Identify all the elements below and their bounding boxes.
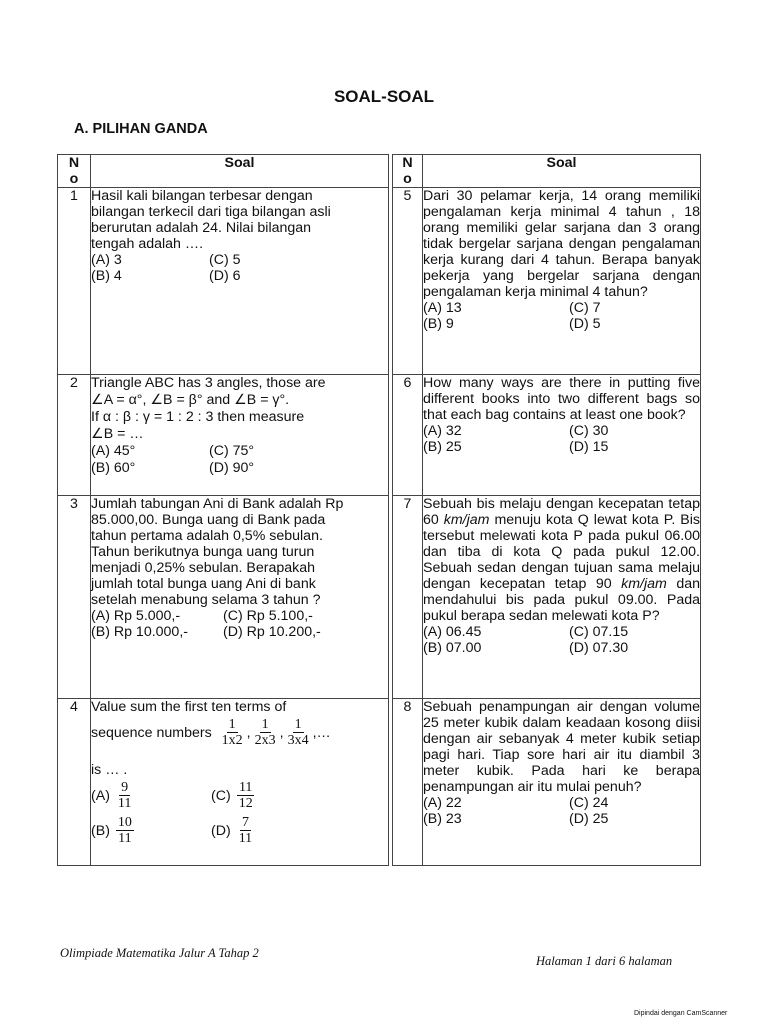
section-heading: A. PILIHAN GANDA — [74, 121, 208, 137]
answer-options — [423, 624, 700, 656]
option-b: (B) 4 — [91, 268, 122, 284]
question-8: Sebuah penampungan air dengan volume 25 meter kubik dalam keadaan kosong diisi dengan air sebanyak 4 meter kubik setiap pagi hari. Tiap sore hari air itu diambil 3 meter kubik. Pada hari ke berapa penampungan air itu mulai penuh? (A) 22 (C) 24 (B) 23 (D) 25 — [423, 699, 701, 866]
question-number: 6 — [393, 375, 423, 496]
option-b: (B) 07.00 — [423, 640, 482, 656]
option-a: (A) 22 — [423, 795, 462, 811]
option-a: (A) Rp 5.000,- — [91, 608, 181, 624]
answer-options — [91, 608, 388, 640]
option-c: (C) 07.15 — [569, 624, 629, 640]
option-d: (D) 90° — [209, 460, 255, 476]
table-row-q3 — [58, 496, 389, 699]
table-header-row — [58, 155, 389, 188]
question-table-left — [57, 154, 389, 866]
answer-options — [91, 443, 388, 477]
page-number: Halaman 1 dari 6 halaman — [536, 954, 673, 968]
answer-options — [91, 252, 388, 284]
table-row-q8 — [393, 699, 701, 866]
option-d: (D) 07.30 — [569, 640, 629, 656]
option-c: (C) 30 — [569, 423, 609, 439]
option-d: (D) Rp 10.200,- — [223, 624, 321, 640]
answer-options — [423, 795, 700, 827]
option-c: (C) Rp 5.100,- — [223, 608, 313, 624]
option-a: (A) 3 — [91, 252, 122, 268]
number-column-header: N o — [58, 155, 91, 188]
speed-unit: km/jam — [443, 512, 490, 528]
question-number: 7 — [393, 496, 423, 699]
option-a: (A) 45° — [91, 443, 136, 459]
question-5: Dari 30 pelamar kerja, 14 orang memiliki pengalaman kerja minimal 4 tahun , 18 orang memiliki gelar sarjana dan 3 orang tidak bergelar sarjana dengan pengalaman kerja kurang dari 4 tahun. Berapa banyak pekerja yang bergelar sarjana dengan pengalaman kerja minimal 4 tahun? (A) 13 (C) 7 (B) 9 (D) 5 — [423, 188, 701, 375]
option-c: (C) $\frac{11}{12}$ — [211, 780, 253, 811]
option-b: (B) 60° — [91, 460, 136, 476]
question-number: 4 — [58, 699, 91, 866]
sequence-fraction: $\frac{1}{3x4}$ — [287, 717, 309, 748]
table-row-q4 — [58, 699, 389, 866]
option-c: (C) 24 — [569, 795, 609, 811]
question-6: How many ways are there in putting five different books into two different bags so that each bag contains at least one book? (A) 32 (C) 30 (B) 25 (D) 15 — [423, 375, 701, 496]
option-c: (C) 75° — [209, 443, 255, 459]
question-7: Sebuah bis melaju dengan kecepatan tetap 60 km/jam menuju kota Q lewat kota P. Bis tersebut melewati kota P pada pukul 06.00 dan tiba di kota Q pada pukul 12.00. Sebuah sedan dengan tujuan sama melaju dengan kecepatan tetap 90 km/jam dan mendahului bis pada pukul 09.00. Pada pukul berapa sedan melewati kota P? (A) 06.45 (C) 07.15 (B) 07.00 (D) 07.30 — [423, 496, 701, 699]
question-table-right — [392, 154, 701, 866]
scanner-watermark: Dipindai dengan CamScanner — [634, 1010, 728, 1017]
option-b: (B) Rp 10.000,- — [91, 624, 188, 640]
option-a: (A) 32 — [423, 423, 462, 439]
answer-options — [91, 780, 388, 846]
option-a: (A) 13 — [423, 300, 462, 316]
sequence-fraction: $\frac{1}{2x3}$ — [254, 717, 276, 748]
table-row-q5 — [393, 188, 701, 375]
question-4: Value sum the first ten terms of sequence numbers $\frac{1}{1x2}$ , $\frac{1}{2x3}$ , $\frac{1}{3x4}$ ,… is … . (A) $\frac{9}{11}$ (C) $\frac{11}{12}$ (B) $\frac{10}{11}$ (D) $\frac{7}{11}$ — [91, 699, 389, 866]
table-row-q6 — [393, 375, 701, 496]
option-b: (B) $\frac{10}{11}$ — [91, 815, 132, 846]
option-b: (B) 25 — [423, 439, 462, 455]
question-number: 8 — [393, 699, 423, 866]
speed-unit: km/jam — [621, 576, 667, 592]
option-d: (D) 6 — [209, 268, 241, 284]
option-d: (D) 5 — [569, 316, 601, 332]
option-b: (B) 23 — [423, 811, 462, 827]
option-c: (C) 5 — [209, 252, 241, 268]
question-number: 1 — [58, 188, 91, 375]
option-b: (B) 9 — [423, 316, 454, 332]
question-number: 3 — [58, 496, 91, 699]
table-row-q2 — [58, 375, 389, 496]
question-number: 5 — [393, 188, 423, 375]
page-title: SOAL-SOAL — [333, 87, 435, 106]
question-2: Triangle ABC has 3 angles, those are ∠A = α°, ∠B = β° and ∠B = γ°. If α : β : γ = 1 : 2 : 3 then measure ∠B = … (A) 45° (C) 75° (B) 60° (D) 90° — [91, 375, 389, 496]
option-a: (A) $\frac{9}{11}$ — [91, 780, 132, 811]
soal-column-header: Soal — [423, 155, 701, 188]
option-d: (D) $\frac{7}{11}$ — [211, 815, 253, 846]
number-column-header: N o — [393, 155, 423, 188]
option-d: (D) 15 — [569, 439, 609, 455]
option-d: (D) 25 — [569, 811, 609, 827]
sequence-fraction: $\frac{1}{1x2}$ — [221, 717, 243, 748]
question-number: 2 — [58, 375, 91, 496]
option-a: (A) 06.45 — [423, 624, 482, 640]
table-row-q7 — [393, 496, 701, 699]
sequence-line: sequence numbers $\frac{1}{1x2}$ , $\frac{1}{2x3}$ , $\frac{1}{3x4}$ ,… — [91, 717, 331, 748]
question-3: Jumlah tabungan Ani di Bank adalah Rp 85.000,00. Bunga uang di Bank pada tahun pertama adalah 0,5% sebulan. Tahun berikutnya bunga uang turun menjadi 0,25% sebulan. Berapakah jumlah total bunga uang Ani di bank setelah menabung selama 3 tahun ? (A) Rp 5.000,- (C) Rp 5.100,- (B) Rp 10.000,- (D) Rp 10.200,- — [91, 496, 389, 699]
soal-column-header: Soal — [91, 155, 389, 188]
answer-options — [423, 423, 700, 455]
question-1: Hasil kali bilangan terbesar dengan bilangan terkecil dari tiga bilangan asli berurutan adalah 24. Nilai bilangan tengah adalah …. (A) 3 (C) 5 (B) 4 (D) 6 — [91, 188, 389, 375]
footer-left: Olimpiade Matematika Jalur A Tahap 2 — [60, 946, 259, 960]
table-row-q1 — [58, 188, 389, 375]
table-header-row — [393, 155, 701, 188]
option-c: (C) 7 — [569, 300, 601, 316]
answer-options — [423, 300, 700, 332]
